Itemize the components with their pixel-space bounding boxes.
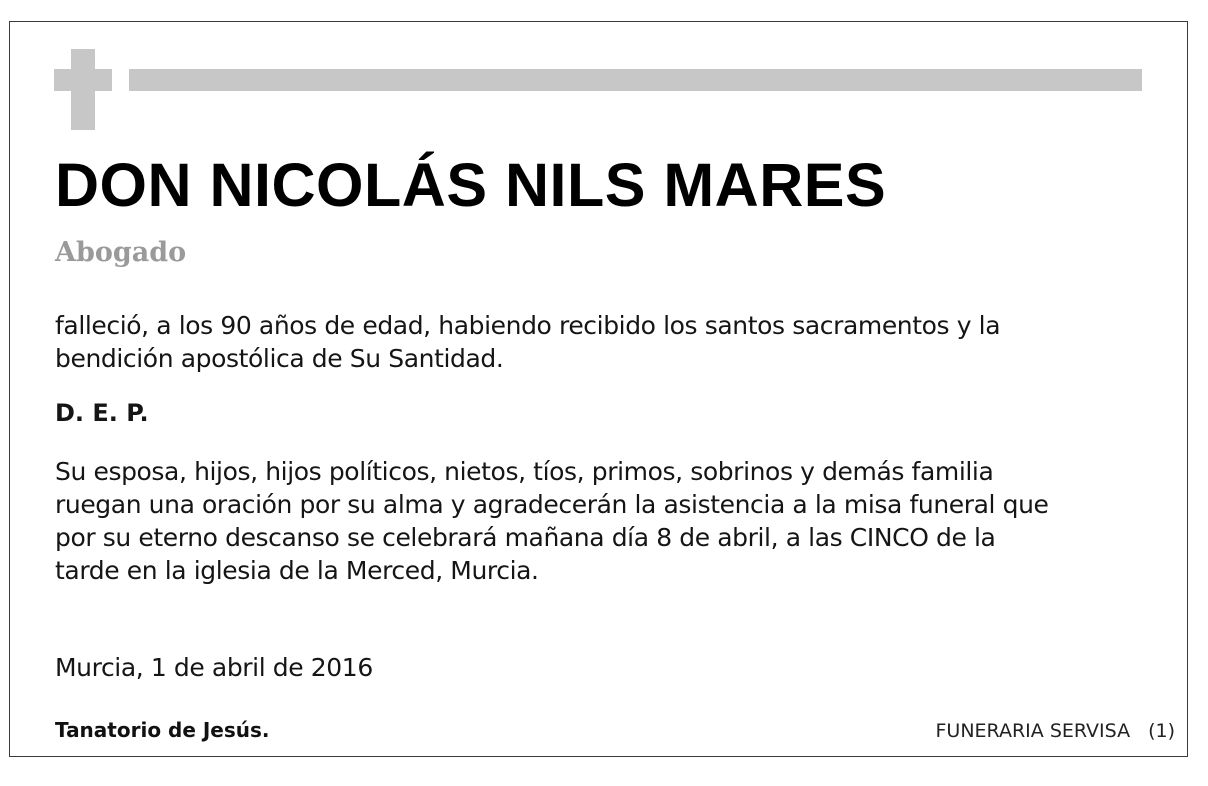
deceased-name: DON NICOLÁS NILS MARES [55, 151, 887, 219]
place-date: Murcia, 1 de abril de 2016 [55, 653, 373, 682]
rest-in-peace: D. E. P. [55, 399, 149, 427]
death-announcement-line-1: falleció, a los 90 años de edad, habiendo recibido los santos sacramentos y la [55, 311, 1001, 340]
family-request [55, 455, 1135, 587]
death-announcement [55, 309, 1135, 375]
profession: Abogado [55, 237, 187, 268]
family-request-line-4: tarde en la iglesia de la Merced, Murcia. [55, 556, 539, 585]
funeral-home-name: FUNERARIA SERVISA [935, 720, 1131, 742]
family-request-line-3: por su eterno descanso se celebrará mañana día 8 de abril, a las CINCO de la [55, 523, 996, 552]
tanatorio: Tanatorio de Jesús. [55, 718, 270, 742]
cross-icon-arm [54, 69, 112, 91]
obituary-frame [9, 21, 1188, 757]
family-request-line-2: ruegan una oración por su alma y agradecerán la asistencia a la misa funeral que [55, 490, 1049, 519]
ad-index: (1) [1148, 720, 1175, 742]
funeral-home-credit [936, 716, 1176, 746]
header-rule [129, 69, 1142, 91]
death-announcement-line-2: bendición apostólica de Su Santidad. [55, 344, 504, 373]
family-request-line-1: Su esposa, hijos, hijos políticos, nietos, tíos, primos, sobrinos y demás familia [55, 457, 994, 486]
